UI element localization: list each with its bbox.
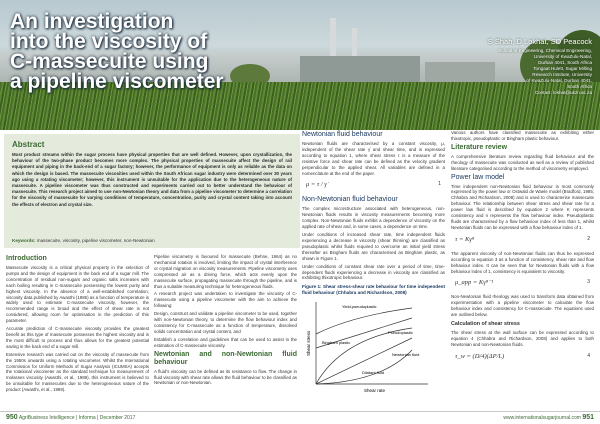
chimney: [330, 18, 336, 58]
paragraph: Time independent non-Newtonian fluid behaviour is most commonly expressed by the power law or Ostwald de Waele model (Bradford, 1985; Chhabra and Richardson, 2008) and is used to characterise massecuite behaviour. The relationship between shear stress and shear rate for a power law fluid is described by equation 2 where K represents consistency and n represents the flow behaviour index. Pseudoplastic fluids are characterised by a flow behaviour index of less than 1, whilst Newtonian fluids can be expressed with a flow behaviour index of 1.: [451, 183, 594, 230]
footer-left: [6, 414, 135, 421]
affiliation-line: Tongaat Hulett, Sugar Milling: [533, 66, 592, 71]
factory-building: [300, 56, 420, 82]
section-heading-newtonian: Newtonian fluid behaviour: [302, 131, 383, 138]
author-block: [432, 38, 592, 96]
equation-2: [451, 234, 594, 248]
equation-number: 2: [587, 235, 590, 242]
paragraph: Non-Newtonian fluid rheology was used to transform data obtained from experimentation with a pipeline viscometer to calculate the flow behaviour index and consistency for C-massecuite. The equations used are outlined below.: [451, 294, 594, 318]
equation-expression: τ = Kγ̇ⁿ: [455, 235, 474, 243]
column-3: [302, 130, 445, 396]
affiliation-line: Research Institute, University: [532, 72, 592, 77]
equation-number: 3: [587, 279, 590, 286]
page-number-left: 950: [6, 414, 18, 421]
publication-info: AgriBusiness Intelligence | Informa | December 2017: [18, 415, 136, 421]
page-number-right: 951: [582, 414, 594, 421]
section-heading-power-law: Power law model: [451, 173, 505, 181]
paragraph: Extensive research was carried out on the viscosity of massecuite from the 1950s onwards using a rotating viscometer. Whilst the International Commission for Uniform Methods of Sugar Analysis (ICUMSA) accepts the rotational viscometer as the standard technique for measurement of molasses viscosity (Awasthi, et al., 1989), this instrument is believed to be unsuitable for massecuites due to the heterogeneous nature of the product (Awasthi, et al., 1989).: [6, 351, 149, 393]
section-heading-fluid-behaviour: Newtonian and non-Newtonian fluid behaviour: [154, 350, 297, 366]
figure-1: [302, 298, 445, 396]
curve-label: Yield-pseudoplastic: [342, 303, 377, 309]
paragraph: Establish a correlation and guidelines that can be used to assist in the estimation of C-massecuite viscosity.: [154, 336, 297, 348]
affiliation-line: University of KwaZulu-Natal,: [534, 54, 592, 59]
paragraph: Massecuite viscosity is a critical physical property in the selection of pumps and the design of equipment in the back end of a sugar mill. The concentration of residual non-sugars and organic salts increases with each boiling resulting in C-massecuite possessing the lowest purity and highest viscosity. In the absence of a well-established correlation, viscosity data published by Awasthi (1986) as a function of temperature is widely used to estimate C-massecuite viscosity, however, the recommended range is broad and the effect of shear rate is not considered, allowing room for optimisation in the prediction of this parameter.: [6, 265, 149, 324]
article-title: [10, 12, 310, 92]
paragraph: A comprehensive literature review regarding fluid behaviour and the rheology of massecuite was conducted as well as a review of published literature categorised according to the method of viscometry employed.: [451, 153, 594, 171]
section-heading-non-newtonian: Non-Newtonian fluid behaviour: [302, 196, 398, 204]
equation-expression: μ_app = Kγ̇ⁿ⁻¹: [455, 279, 494, 287]
journal-url[interactable]: www.internationalsugarjournal.com: [503, 415, 581, 421]
equation-4: [451, 351, 594, 365]
abstract-body: Most product streams within the sugar process have physical properties that are well defined. However, upon crystallization, the behaviour of the two-phase product becomes more complex. The physical properties of massecuite affect the design of rail equipment and piping in the back-end of a sugar factory; however, the performance of equipment is only as reliable as the data on which the design is based. The massecuite viscosities used within the South African sugar industry were determined over 30 years ago using a rotating viscometer; however, this instrument is unsuitable for the application due to the heterogeneous nature of massecuite. A pipeline viscometer was thus constructed and experiments carried out to better understand the behaviour of massecuite. This research project aimed to use non-Newtonian theory and data from a pipeline viscometer to determine a correlation for the viscosity of massecuite for varying conditions of temperature, concentration, purity and crystal content taking into account the effects of electron and crystal size.: [12, 152, 292, 207]
paragraph: The apparent viscosity of non-Newtonian fluids can thus be expressed according to equation 3 as a function of consistency, shear rate and flow behaviour index. It can be seen that for Newtonian fluids with a flow behaviour index of 1, consistency is equivalent to viscosity.: [451, 250, 594, 274]
paragraph: Accurate prediction of C-massecuite viscosity provides the greatest benefit as this type of massecuite possesses the highest viscosity and is the most difficult to process and thus allows for the greatest potential saving in the back end of a sugar mill.: [6, 326, 149, 349]
x-axis-label: Shear rate: [364, 387, 386, 393]
title-line: C-massecuite using: [10, 50, 209, 73]
paragraph: Newtonian fluids are characterised by a constant viscosity, μ, independent of the shear rate γ̇ and shear time, and is expressed according to equation 1, where shear stress τ is a measure of the resistive force and shear rate can be defined as the velocity gradient perpendicular to the applied shear. All variables are defined in a nomenclature at the end of the paper.: [302, 141, 445, 176]
paragraph: Under conditions of constant shear rate over a period of time, time-dependent fluids experiencing a decrease in viscosity are classified as exhibiting thixotropic behaviour.: [302, 263, 445, 281]
equation-number: 1: [438, 181, 441, 188]
section-heading-shear-stress: Calculation of shear stress: [451, 321, 520, 328]
title-line: An investigation: [10, 10, 174, 33]
curve-label: Bingham plastic: [322, 339, 351, 345]
affiliation-line: South Africa: [567, 84, 592, 89]
contact-email: Contact: lokhat@ukzn.ac.za: [534, 90, 592, 95]
equation-3: [451, 277, 594, 291]
title-line: into the viscosity of: [10, 30, 208, 53]
abstract-box: [4, 134, 300, 248]
column-4: [451, 130, 594, 368]
equation-expression: μ = τ / γ̇: [306, 181, 327, 189]
paragraph: The complex microstructure associated with heterogeneous, non-Newtonian fluids results in viscosity measurements becoming more complex. Non-Newtonian fluids exhibit a dependence of viscosity on the applied rate of shear and, in some cases, a dependence on time.: [302, 206, 445, 230]
affiliation-line: of KwaZulu-Natal, Durban 4041,: [526, 78, 592, 83]
page-footer: [0, 411, 600, 424]
paragraph: Pipeline viscometry is favoured for massecuite (Behne, 1964) as no mechanical rotation is involved, limiting the impact of crystal interference or crystal migration on viscosity measurements. Pipeline viscometry uses compressed air as a driving force, which acts evenly upon the massecuite surface, propagating massecuite through the pipeline, and is thus a suitable measuring technique for heterogeneous fluids.: [154, 254, 297, 289]
paragraph: Various authors have classified massecuite as exhibiting either thixotropic, pseudoplastic or Bingham plastic behaviour.: [451, 130, 594, 141]
affiliation-line: School of Engineering, Chemical Engineering,: [498, 48, 592, 53]
paragraph: Design, construct and validate a pipeline viscometer to be used, together with non-Newtonian theory, to determine the flow behaviour index and consistency for C-massecuite as a function of temperature, dissolved solids concentration and crystal content, and: [154, 311, 297, 334]
section-heading-literature-review: Literature review: [451, 143, 508, 151]
curve-label: Dilatant fluid: [362, 369, 385, 375]
rheology-diagram: [302, 298, 445, 396]
abstract-heading: Abstract: [12, 140, 45, 149]
paragraph: Under conditions of increased shear rate, time independent fluids experiencing a decrease in viscosity (shear thinning) are classified as pseudoplastic whilst fluids required to overcome an initial yield stress thereafter as Bingham fluids are characterised as Bingham plastic, as shown in Figure 1.: [302, 232, 445, 261]
affiliation-line: Durban 4041, South Africa: [538, 60, 592, 65]
y-axis-label: Shear stress: [306, 330, 311, 356]
footer-right: [503, 414, 594, 421]
keywords-label: Keywords:: [12, 238, 36, 243]
hero-image: [0, 0, 600, 130]
chimney: [352, 28, 357, 58]
paragraph: A fluid's viscosity can be defined as its resistance to flow. The change in fluid viscosity with shear rate allows the fluid behaviour to be classified as Newtonian or non-Newtonian.: [154, 368, 297, 386]
curve-label: Newtonian fluid: [392, 351, 420, 357]
paragraph: A research project was undertaken to investigate the viscosity of C-massecuite using a pipeline viscometer with the aim to achieve the following:: [154, 291, 297, 309]
equation-expression: τ_w = (D/4)(ΔP/L): [455, 352, 505, 360]
section-heading-introduction: Introduction: [6, 255, 47, 262]
curve-label: Pseudoplastic: [388, 329, 413, 335]
figure-caption: Figure 1: Shear stress-shear rate behaviour for time independent fluid behaviour (Chhabra and Richardson, 2008): [302, 284, 445, 296]
equation-number: 4: [587, 352, 590, 359]
column-1: [6, 254, 149, 395]
title-line: a pipeline viscometer: [10, 70, 224, 93]
keywords: [12, 238, 155, 243]
paragraph: The shear stress at the wall surface can be expressed according to equation 4 (Chhabra and Richardson, 2008) and applies to both Newtonian and non-Newtonian fluids.: [451, 330, 594, 347]
equation-1: [302, 179, 445, 193]
author-names: S Shah, D Lokhat, SD Peacock: [487, 37, 592, 46]
keywords-list: massecuite, viscosity, pipeline viscometer, non-Newtonian: [36, 238, 155, 243]
column-2: [154, 254, 297, 388]
